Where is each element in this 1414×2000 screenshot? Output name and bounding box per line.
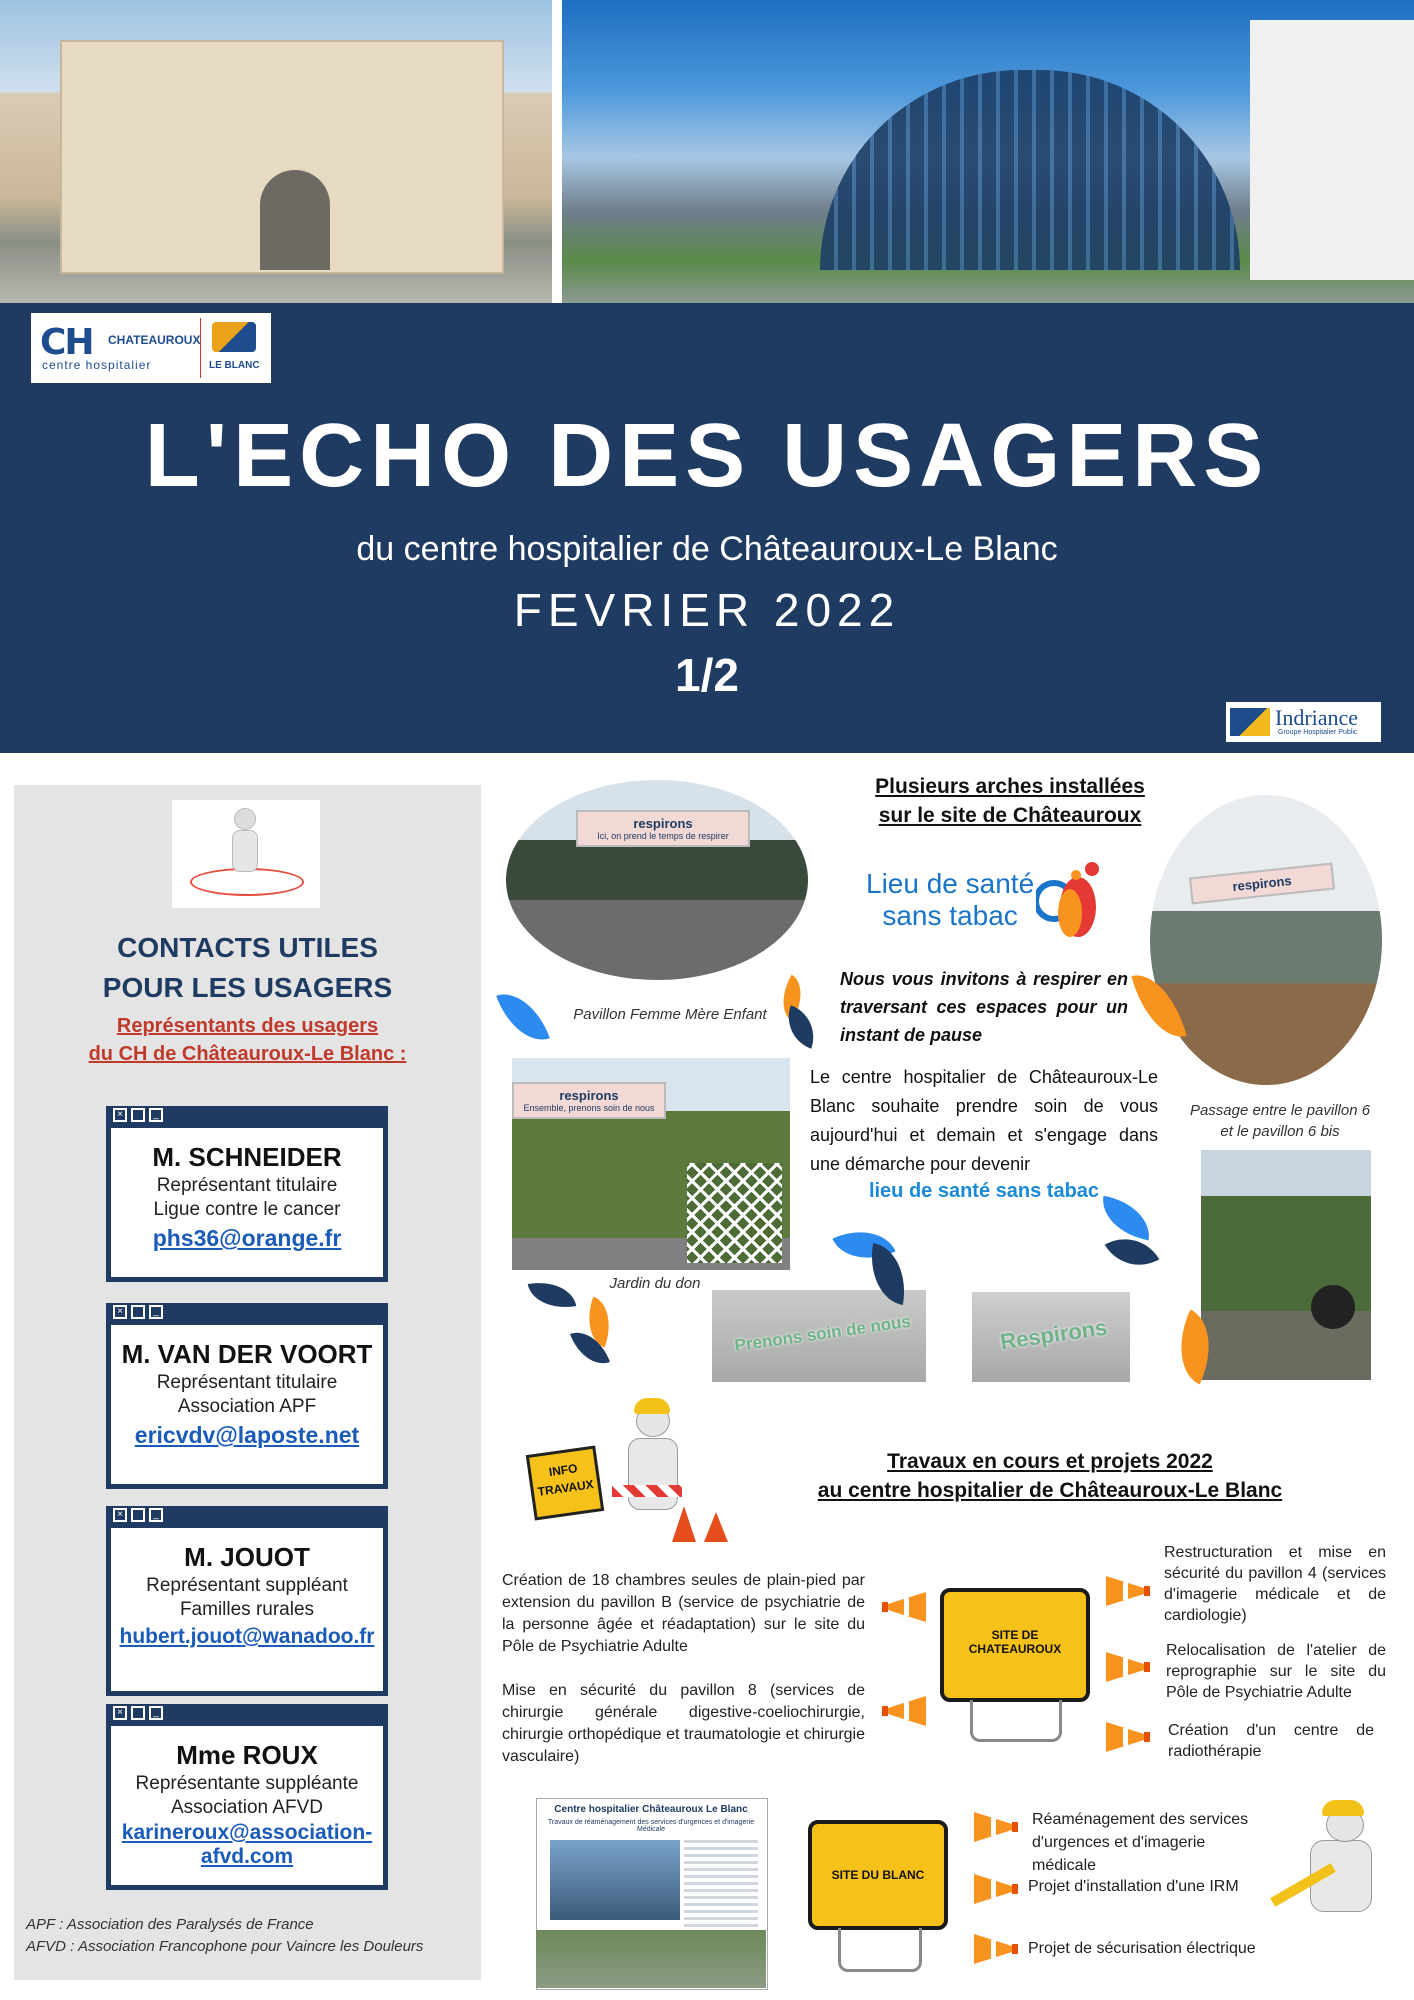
barrier-icon bbox=[612, 1485, 682, 1497]
contact-email-line1: karineroux@association- bbox=[121, 1821, 373, 1844]
work-item-pavillon-8: Mise en sécurité du pavillon 8 (services de chirurgie générale digestive-coeliochirurgie, chirurgie orthopédique et traumatologie et chirurgie vasculaire) bbox=[502, 1682, 865, 1765]
lieu-sante-logo-icon bbox=[1036, 857, 1112, 941]
site-blanc-sign bbox=[808, 1820, 948, 1930]
panel-title bbox=[540, 1804, 762, 1833]
sign-line2: CHATEAUROUX bbox=[968, 1642, 1062, 1656]
contacts-title-line1: CONTACTS UTILES bbox=[117, 932, 378, 963]
works-title-line1: Travaux en cours et projets 2022 bbox=[887, 1450, 1213, 1473]
work-item-reprographie: Relocalisation de l'atelier de reprographie sur le site du Pôle de Psychiatrie Adulte bbox=[1166, 1642, 1386, 1701]
window-controls bbox=[111, 1305, 163, 1323]
blanc-item-electrique: Projet de sécurisation électrique bbox=[1028, 1940, 1256, 1957]
contact-org: Ligue contre le cancer bbox=[153, 1199, 341, 1220]
traffic-cone-icon bbox=[672, 1506, 696, 1542]
maximize-icon bbox=[131, 1108, 145, 1122]
representatives-heading-line1: Représentants des usagers bbox=[116, 1015, 379, 1037]
contacts-title bbox=[14, 928, 481, 1008]
ch-logo-mark: CH bbox=[40, 322, 93, 363]
arch-photo-pavillon bbox=[506, 780, 808, 980]
respirons-arch-sign bbox=[576, 810, 750, 847]
contact-org: Association APF bbox=[177, 1396, 317, 1417]
traffic-cone-icon bbox=[882, 1592, 926, 1622]
contact-card-schneider bbox=[106, 1106, 388, 1282]
worker-figure bbox=[628, 1438, 678, 1510]
maximize-icon bbox=[131, 1706, 145, 1720]
building-archway bbox=[260, 170, 330, 270]
work-item-pavillon-b: Création de 18 chambres seules de plain-pied par extension du pavillon B (service de psychiatrie de la personne âgée et réadaptation) sur le site du Pôle de Psychiatrie Adulte bbox=[502, 1572, 865, 1655]
close-icon: × bbox=[113, 1305, 127, 1319]
maximize-icon bbox=[131, 1305, 145, 1319]
indriance-logo-icon bbox=[1230, 708, 1270, 736]
indriance-logo-subtitle: Groupe Hospitalier Public bbox=[1278, 729, 1358, 736]
works-title-line2: au centre hospitalier de Châteauroux-Le Blanc bbox=[817, 1479, 1283, 1502]
caption-jardin: Jardin du don bbox=[609, 1275, 701, 1292]
traffic-cone-icon bbox=[974, 1934, 1018, 1964]
traffic-cone-icon bbox=[1106, 1652, 1150, 1682]
contacts-title-line2: POUR LES USAGERS bbox=[102, 972, 393, 1003]
white-building bbox=[1250, 20, 1414, 280]
panel-subtitle: Travaux de réaménagement des services d'urgences et d'imagerie Médicale bbox=[547, 1819, 755, 1833]
respirons-arch-sign bbox=[512, 1082, 666, 1119]
contact-org: Familles rurales bbox=[179, 1599, 315, 1620]
le-blanc-logo-icon bbox=[212, 322, 256, 352]
traffic-cone-icon bbox=[882, 1696, 926, 1726]
contact-card-van-der-voort bbox=[106, 1303, 388, 1489]
le-blanc-logo-label: LE BLANC bbox=[209, 360, 260, 371]
figure-body bbox=[232, 830, 258, 872]
close-icon: × bbox=[113, 1508, 127, 1522]
contact-card-jouot bbox=[106, 1506, 388, 1696]
traffic-cone-icon bbox=[974, 1812, 1018, 1842]
plaque-text: Prenons soin de nous bbox=[733, 1311, 912, 1356]
close-icon: × bbox=[113, 1706, 127, 1720]
commitment-paragraph: Le centre hospitalier de Châteauroux-Le Blanc souhaite prendre soin de vous aujourd'hui et demain et s'engage dans une démarche pour devenir bbox=[810, 1067, 1158, 1174]
sign-stand bbox=[838, 1928, 922, 1972]
abbreviation-apf: APF : Association des Paralysés de France bbox=[26, 1916, 314, 1933]
minimize-icon: _ bbox=[149, 1508, 163, 1522]
page-subtitle: du centre hospitalier de Châteauroux-Le Blanc bbox=[356, 530, 1058, 568]
works-section-title bbox=[760, 1447, 1340, 1505]
contact-role: Représentant suppléant bbox=[146, 1575, 348, 1596]
caption-passage-line2: et le pavillon 6 bis bbox=[1220, 1123, 1340, 1140]
close-icon: × bbox=[113, 1108, 127, 1122]
caption-pavillon: Pavillon Femme Mère Enfant bbox=[573, 1006, 767, 1023]
contact-email-link[interactable]: hubert.jouot@wanadoo.fr bbox=[119, 1625, 375, 1648]
logo-text-line2: sans tabac bbox=[882, 900, 1018, 931]
logo-text-line1: Lieu de santé bbox=[866, 868, 1035, 899]
contact-org: Association AFVD bbox=[170, 1797, 324, 1818]
leaf-decoration-icon bbox=[528, 1276, 577, 1313]
arch-sign-label: respirons bbox=[559, 1088, 619, 1103]
sign-label: SITE DU BLANC bbox=[831, 1868, 925, 1882]
minimize-icon: _ bbox=[149, 1706, 163, 1720]
lattice-fence bbox=[687, 1163, 782, 1263]
traffic-cone-icon bbox=[1106, 1722, 1150, 1752]
arch-sign-slogan: Ici, on prend le temps de respirer bbox=[597, 831, 729, 841]
window-controls bbox=[111, 1108, 163, 1126]
panel-text-block bbox=[684, 1840, 758, 1930]
panel-ground bbox=[536, 1930, 766, 1988]
info-travaux-sign bbox=[526, 1445, 605, 1520]
contact-name: M. SCHNEIDER bbox=[152, 1142, 342, 1172]
contact-name: Mme ROUX bbox=[176, 1740, 318, 1770]
sign-line1: SITE DE bbox=[991, 1628, 1039, 1642]
sign-line1: INFO bbox=[548, 1461, 579, 1480]
ch-logo-subtitle: centre hospitalier bbox=[42, 358, 152, 372]
arches-section-title bbox=[800, 772, 1220, 830]
contact-role: Représentante suppléante bbox=[135, 1773, 359, 1794]
window-controls bbox=[111, 1706, 163, 1724]
panel-title-text: Centre hospitalier Châteauroux Le Blanc bbox=[554, 1804, 748, 1815]
contact-role: Représentant titulaire bbox=[156, 1372, 338, 1393]
page-number: 1/2 bbox=[675, 649, 739, 701]
arch-sign-label: respirons bbox=[633, 816, 693, 831]
arches-title-line1: Plusieurs arches installées bbox=[875, 775, 1145, 798]
plaque-prenons-soin bbox=[712, 1290, 926, 1382]
arch-photo-passage bbox=[1150, 795, 1382, 1085]
lieu-sante-sans-tabac-logo bbox=[866, 868, 1034, 932]
representatives-heading bbox=[14, 1012, 481, 1068]
contact-email-link[interactable]: phs36@orange.fr bbox=[152, 1225, 342, 1251]
issue-date: FEVRIER 2022 bbox=[513, 584, 901, 636]
contact-name: M. VAN DER VOORT bbox=[121, 1339, 373, 1369]
contact-email-link[interactable]: ericvdv@laposte.net bbox=[134, 1422, 360, 1448]
arch-sign-slogan: Ensemble, prenons soin de nous bbox=[523, 1103, 655, 1113]
passage-path-photo bbox=[1201, 1150, 1371, 1380]
caption-passage-line1: Passage entre le pavillon 6 bbox=[1189, 1102, 1371, 1119]
representatives-heading-line2: du CH de Châteauroux-Le Blanc : bbox=[88, 1043, 407, 1065]
arches-title-line2: sur le site de Châteauroux bbox=[878, 804, 1142, 827]
logo-divider bbox=[200, 318, 201, 378]
contact-email-line2: afvd.com bbox=[200, 1845, 294, 1868]
sign-stand bbox=[970, 1700, 1062, 1742]
traffic-cone-icon bbox=[974, 1874, 1018, 1904]
hard-hat-icon bbox=[634, 1398, 670, 1414]
panel-building-image bbox=[550, 1840, 680, 1920]
abbreviation-afvd: AFVD : Association Francophone pour Vaincre les Douleurs bbox=[26, 1938, 424, 1955]
traffic-cone-icon bbox=[1106, 1576, 1150, 1606]
ch-logo-city: CHATEAUROUX bbox=[108, 333, 201, 347]
tobacco-free-highlight: lieu de santé sans tabac bbox=[868, 1180, 1100, 1202]
contact-name: M. JOUOT bbox=[184, 1542, 310, 1572]
plaque-text: Respirons bbox=[998, 1314, 1109, 1355]
minimize-icon: _ bbox=[149, 1108, 163, 1122]
plaque-respirons bbox=[972, 1292, 1130, 1382]
leaf-decoration-icon bbox=[496, 984, 550, 1051]
page-title: L'ECHO DES USAGERS bbox=[144, 406, 1270, 506]
minimize-icon: _ bbox=[149, 1305, 163, 1319]
traffic-cone-icon bbox=[704, 1512, 728, 1542]
crossroads-arrows-icon bbox=[190, 868, 304, 896]
indriance-logo-name: Indriance bbox=[1275, 705, 1359, 730]
work-item-radiotherapie: Création d'un centre de radiothérapie bbox=[1168, 1722, 1374, 1760]
contact-card-roux bbox=[106, 1704, 388, 1890]
invitation-text: Nous vous invitons à respirer en traversant ces espaces pour un instant de pause bbox=[840, 969, 1128, 1045]
garden-photo bbox=[512, 1058, 790, 1270]
contact-email-link[interactable] bbox=[111, 1821, 383, 1869]
site-chateauroux-sign bbox=[940, 1588, 1090, 1702]
caption-passage bbox=[1180, 1100, 1380, 1142]
work-item-pavillon-4: Restructuration et mise en sécurité du pavillon 4 (services d'imagerie médicale et de cardiologie) bbox=[1164, 1544, 1386, 1624]
maximize-icon bbox=[131, 1508, 145, 1522]
respirons-arch-sign: respirons bbox=[1189, 863, 1335, 905]
hard-hat-icon bbox=[1322, 1800, 1364, 1816]
figure-head bbox=[234, 808, 256, 830]
blanc-item-irm: Projet d'installation d'une IRM bbox=[1028, 1878, 1239, 1895]
planter-sphere bbox=[1311, 1285, 1355, 1329]
blanc-item-urgences: Réaménagement des services d'urgences et d'imagerie médicale bbox=[1032, 1811, 1249, 1874]
window-controls bbox=[111, 1508, 163, 1526]
sign-line2: TRAVAUX bbox=[536, 1477, 595, 1499]
contact-role: Représentant titulaire bbox=[156, 1175, 338, 1196]
